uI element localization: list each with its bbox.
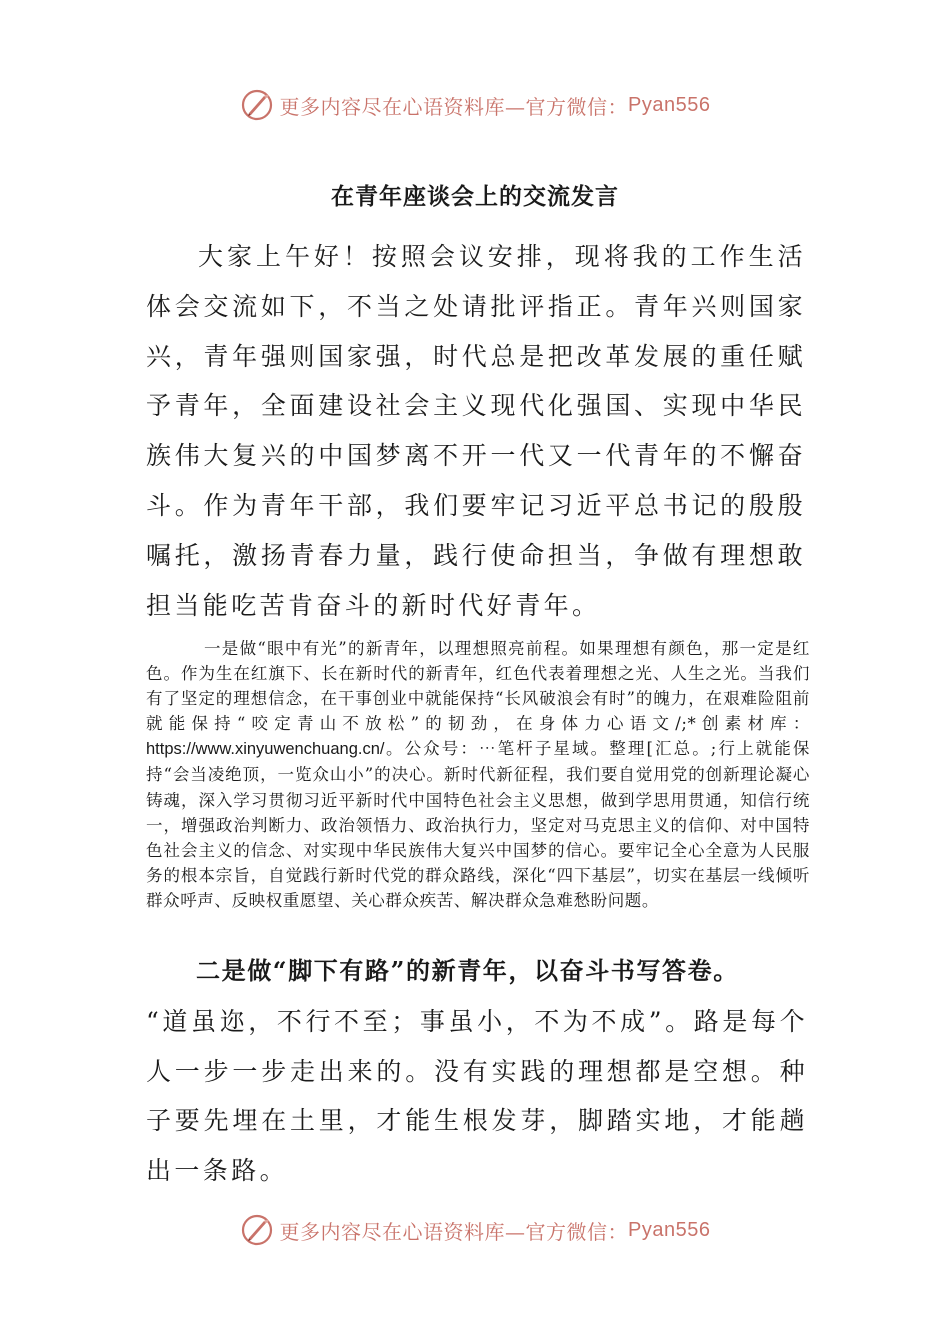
banner-wechat-id: Pyan556 [628,93,711,116]
banner-text: 更多内容尽在心语资料库—官方微信： [279,1219,629,1244]
section2-heading: 二是做“脚下有路”的新青年，以奋斗书写答卷。 [196,956,739,985]
quill-logo-icon [240,1213,274,1247]
intro-paragraph: 大家上午好！按照会议安排，现将我的工作生活体会交流如下，不当之处请批评指正。青年兴则国家兴，青年强则国家强，时代总是把改革发展的重任赋予青年，全面建设社会主义现代化强国、实现中华民族伟大复兴的中国梦离不开一代又一代青年的不懈奋斗。作为青年干部，我们要牢记习近平总书记的殷殷嘱托，激扬青春力量，践行使命担当，争做有理想敢担当能吃苦肯奋斗的新时代好青年。 [146,242,806,620]
page-title: 在青年座谈会上的交流发言 [331,183,619,210]
section2-paragraph: “道虽迩，不行不至；事虽小，不为不成”。路是每个人一步一步走出来的。没有实践的理想都是空想。种子要先埋在土里，才能生根发芽，脚踏实地，才能趟出一条路。 [146,1007,808,1185]
banner-text: 更多内容尽在心语资料库—官方微信： [279,94,629,119]
section1-url: https://www.xinyuwenchuang.cn/ [146,740,385,759]
section1-paragraph [146,636,810,913]
quill-logo-icon [240,88,274,122]
header-banner [0,85,950,125]
section1-text-a: 一是做“眼中有光”的新青年，以理想照亮前程。如果理想有颜色，那一定是红色。作为生在红旗下、长在新时代的新青年，红色代表着理想之光、人生之光。当我们有了坚定的理想信念，在干事创业中就能保持“长风破浪会有时”的魄力，在艰难险阻前就能保持“咬定青山不放松”的韧劲，在身体力心语文/;*创素材库： [146,639,810,734]
banner-wechat-id: Pyan556 [628,1218,711,1241]
footer-banner [0,1210,950,1250]
section1-text-b: 。公众号：⋯笔杆子星域。整理[汇总。;行上就能保持“会当凌绝顶，一览众山小”的决心。新时代新征程，我们要自觉用党的创新理论凝心铸魂，深入学习贯彻习近平新时代中国特色社会主义思想，做到学思用贯通，知信行统一，增强政治判断力、政治领悟力、政治执行力，坚定对马克思主义的信仰、对中国特色社会主义的信念、对实现中华民族伟大复兴中国梦的信心。要牢记全心全意为人民服务的根本宗旨，自觉践行新时代党的群众路线，深化“四下基层”，切实在基层一线倾听群众呼声、反映权重愿望、关心群众疾苦、解决群众急难愁盼问题。 [146,739,810,910]
